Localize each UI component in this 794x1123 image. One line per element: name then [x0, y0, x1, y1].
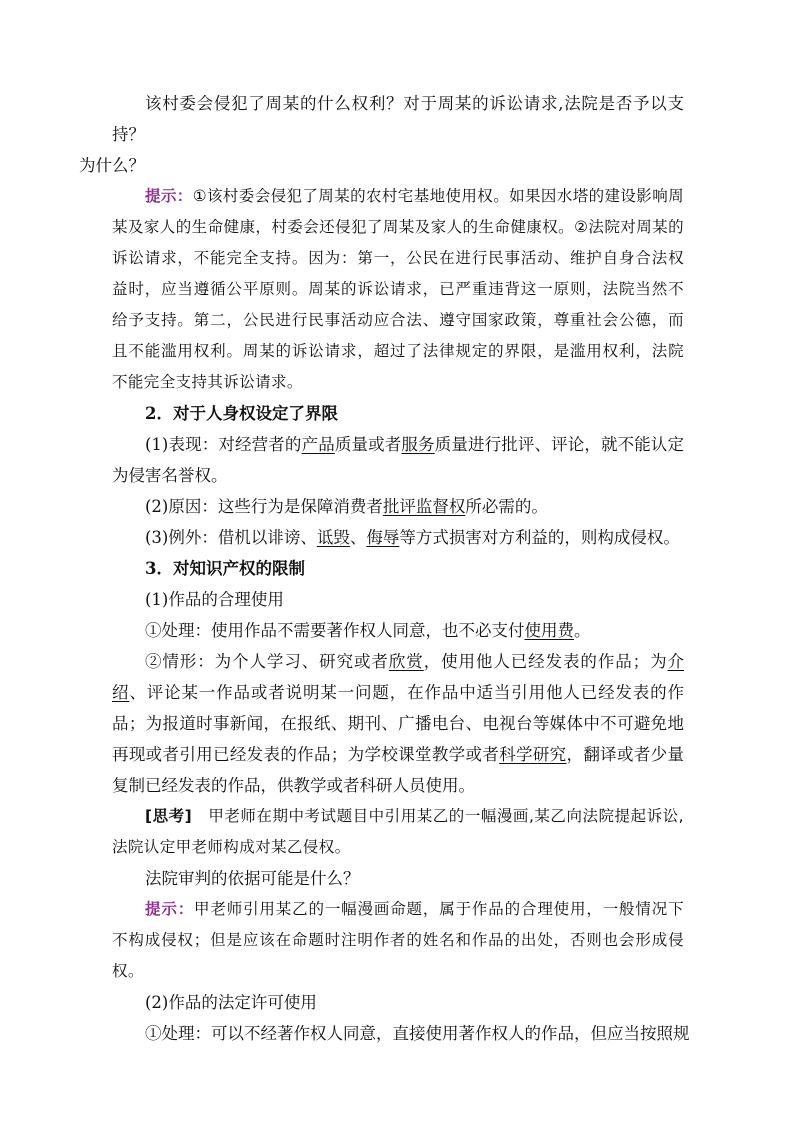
question-line-2: 为什么？ [79, 156, 145, 175]
statutory-license-heading: (2)作品的法定许可使用 [145, 993, 317, 1012]
blank-usage-fee: 使用费 [524, 621, 574, 640]
hint-2-label: 提示： [145, 900, 195, 918]
statutory-license-handling: ①处理：可以不经著作权人同意，直接使用著作权人的作品，但应当按照规 [145, 1024, 690, 1043]
hint-2-paragraph [112, 894, 684, 987]
think-text: 甲老师在期中考试题目中引用某乙的一幅漫画,某乙向法院提起诉讼,法院认定甲老师构成对某乙侵权。 [112, 807, 684, 856]
think-paragraph [112, 801, 684, 863]
question-paragraph [79, 88, 684, 181]
question-2: 法院审判的依据可能是什么？ [145, 869, 360, 888]
personal-rights-expression: (1)表现：对经营者的产品质量或者服务质量进行批评、评论，就不能认定为侵害名誉权。 [112, 435, 685, 485]
document-page [79, 88, 690, 1049]
blank-supervision-right: 批评监督权 [382, 497, 466, 516]
blank-defame: 诋毁 [316, 528, 350, 547]
fair-use-cases: ②情形：为个人学习、研究或者欣赏，使用他人已经发表的作品；为介绍、评论某一作品或者说明某一问题，在作品中适当引用他人已经发表的作品；为报道时事新闻，在报纸、期刊、广播电台、电视台等媒体中不可避免地再现或者引用已经发表的作品；为学校课堂教学或者科学研究，翻译或者少量复制已经发表的作品，供教学或者科研人员使用。 [112, 652, 685, 795]
think-tag: [思考] [145, 807, 193, 825]
hint-label: 提示： [145, 187, 193, 205]
question-line-1: 该村委会侵犯了周某的什么权利？对于周某的诉讼请求,法院是否予以支持？ [112, 94, 684, 144]
blank-research: 科学研究 [499, 745, 567, 764]
personal-rights-reason: (2)原因：这些行为是保障消费者批评监督权所必需的。 [145, 497, 548, 516]
section-heading-ip-limits: 3．对知识产权的限制 [145, 559, 305, 578]
hint-2-text: 甲老师引用某乙的一幅漫画命题，属于作品的合理使用，一般情况下不构成侵权；但是应该在命题时注明作者的姓名和作品的出处，否则也会形成侵权。 [112, 900, 684, 980]
blank-appreciate: 欣赏 [388, 652, 424, 671]
fair-use-heading: (1)作品的合理使用 [145, 590, 284, 609]
blank-service: 服务 [401, 435, 435, 454]
fair-use-handling: ①处理：使用作品不需要著作权人同意，也不必支付使用费。 [145, 621, 591, 640]
section-heading-personal-rights: 2．对于人身权设定了界限 [145, 404, 338, 423]
blank-introduce: 介绍 [112, 652, 685, 702]
hint-text: ①该村委会侵犯了周某的农村宅基地使用权。如果因水塔的建设影响周某及家人的生命健康，村委会还侵犯了周某及家人的生命健康权。②法院对周某的诉讼请求，不能完全支持。因为：第一，公民在进行民事活动、维护自身合法权益时，应当遵循公平原则。周某的诉讼请求，已严重违背这一原则，法院当然不给予支持。第二，公民进行民事活动应合法、遵守国家政策，尊重社会公德，而且不能滥用权利。周某的诉讼请求，超过了法律规定的界限，是滥用权利，法院不能完全支持其诉讼请求。 [112, 187, 685, 391]
personal-rights-exception: (3)例外：借机以诽谤、诋毁、侮辱等方式损害对方利益的，则构成侵权。 [145, 528, 680, 547]
blank-insult: 侮辱 [366, 528, 400, 547]
blank-product: 产品 [301, 435, 335, 454]
hint-paragraph [112, 181, 684, 398]
